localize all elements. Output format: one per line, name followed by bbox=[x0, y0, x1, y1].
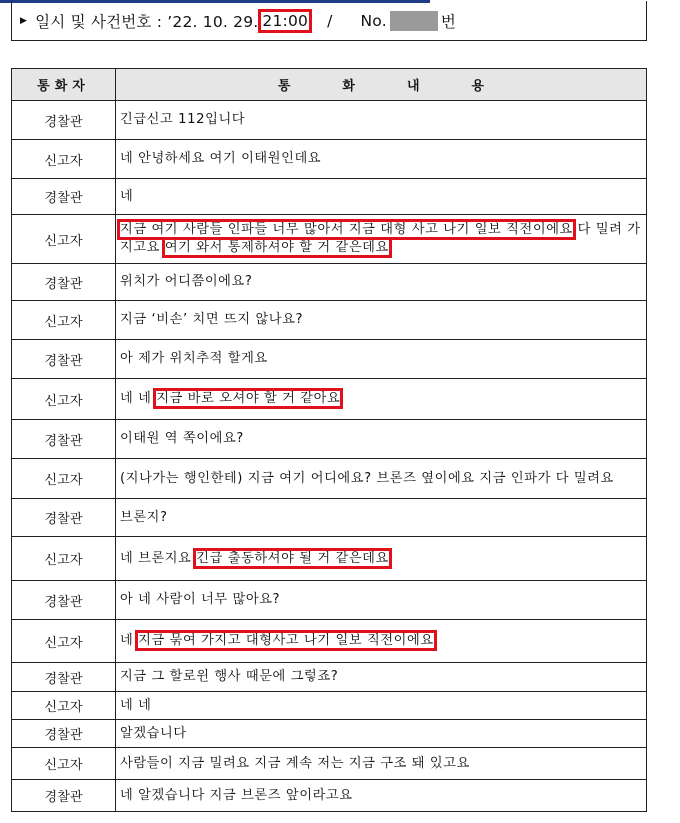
speaker-cell: 경찰관 bbox=[12, 101, 116, 140]
speaker-cell: 경찰관 bbox=[12, 581, 116, 620]
speaker-cell: 신고자 bbox=[12, 748, 116, 780]
highlighted-phrase: 지금 여기 사람들 인파들 너무 많아서 지금 대형 사고 나기 일보 직전이에요 bbox=[120, 222, 573, 237]
table-row bbox=[12, 215, 647, 264]
content-cell: 네 알겠습니다 지금 브론즈 앞이라고요 bbox=[116, 780, 647, 812]
content-cell bbox=[116, 620, 647, 663]
content-cell: 아 네 사람이 너무 많아요? bbox=[116, 581, 647, 620]
column-header-content: 통화내용 bbox=[116, 69, 647, 101]
speaker-cell: 경찰관 bbox=[12, 780, 116, 812]
speaker-cell: 경찰관 bbox=[12, 264, 116, 301]
speaker-cell: 신고자 bbox=[12, 301, 116, 340]
incident-header bbox=[11, 1, 647, 41]
speaker-cell: 경찰관 bbox=[12, 720, 116, 748]
call-transcript-table bbox=[11, 68, 647, 812]
plain-phrase: 다 밀려 가지고요 bbox=[120, 222, 641, 255]
table-row bbox=[12, 748, 647, 780]
column-header-speaker: 통화자 bbox=[12, 69, 116, 101]
table-row bbox=[12, 692, 647, 720]
case-number-suffix: 번 bbox=[440, 12, 457, 31]
table-row bbox=[12, 581, 647, 620]
table-row bbox=[12, 420, 647, 459]
content-cell: 브론지? bbox=[116, 499, 647, 537]
speaker-cell: 신고자 bbox=[12, 379, 116, 420]
plain-phrase: 네 bbox=[120, 633, 139, 648]
table-row bbox=[12, 264, 647, 301]
content-cell: 네 네 bbox=[116, 692, 647, 720]
plain-phrase: 네 브론지요 bbox=[120, 550, 197, 566]
table-header-row bbox=[12, 69, 647, 101]
content-cell bbox=[116, 537, 647, 581]
speaker-cell: 신고자 bbox=[12, 620, 116, 663]
case-number-label: No. bbox=[360, 11, 387, 30]
highlighted-phrase: 지금 바로 오셔야 할 거 같아요 bbox=[156, 391, 341, 406]
speaker-cell: 경찰관 bbox=[12, 499, 116, 537]
table-row bbox=[12, 499, 647, 537]
content-cell: 긴급신고 112입니다 bbox=[116, 101, 647, 140]
content-cell bbox=[116, 379, 647, 420]
highlighted-phrase: 지금 묶여 가지고 대형사고 나기 일보 직전이에요 bbox=[138, 633, 434, 648]
transcript-body bbox=[12, 101, 647, 812]
speaker-cell: 신고자 bbox=[12, 459, 116, 499]
table-row bbox=[12, 101, 647, 140]
table-row bbox=[12, 620, 647, 663]
content-cell: 지금 ‘비손’ 치면 뜨지 않나요? bbox=[116, 301, 647, 340]
plain-phrase: 네 네 bbox=[120, 391, 157, 406]
content-cell: 위치가 어디쯤이에요? bbox=[116, 264, 647, 301]
speaker-cell: 신고자 bbox=[12, 215, 116, 264]
content-cell: (지나가는 행인한테) 지금 여기 어디에요? 브론즈 옆이에요 지금 인파가 다 밀려요 bbox=[116, 459, 647, 499]
speaker-cell: 경찰관 bbox=[12, 420, 116, 459]
content-cell: 아 제가 위치추적 할게요 bbox=[116, 340, 647, 379]
speaker-cell: 경찰관 bbox=[12, 179, 116, 215]
content-cell: 네 bbox=[116, 179, 647, 215]
table-row bbox=[12, 301, 647, 340]
bullet-triangle-icon: ▶ bbox=[20, 15, 28, 26]
redacted-case-number bbox=[390, 11, 438, 31]
content-cell: 사람들이 지금 밀려요 지금 계속 저는 지금 구조 돼 있고요 bbox=[116, 748, 647, 780]
incident-label: 일시 및 사건번호 : ’22. 10. 29. bbox=[35, 12, 259, 31]
speaker-cell: 경찰관 bbox=[12, 663, 116, 692]
table-row bbox=[12, 663, 647, 692]
highlighted-phrase: 여기 와서 통제하셔야 할 거 같은데요 bbox=[164, 240, 389, 255]
table-row bbox=[12, 537, 647, 581]
speaker-cell: 신고자 bbox=[12, 537, 116, 581]
content-cell: 알겠습니다 bbox=[116, 720, 647, 748]
table-row bbox=[12, 140, 647, 179]
incident-time: 21:00 bbox=[262, 11, 309, 30]
speaker-cell: 경찰관 bbox=[12, 340, 116, 379]
table-row bbox=[12, 780, 647, 812]
content-cell: 이태원 역 쪽이에요? bbox=[116, 420, 647, 459]
table-row bbox=[12, 379, 647, 420]
highlighted-phrase: 긴급 출동하셔야 될 거 같은데요 bbox=[196, 550, 389, 566]
speaker-cell: 신고자 bbox=[12, 692, 116, 720]
table-row bbox=[12, 179, 647, 215]
content-cell bbox=[116, 215, 647, 264]
speaker-cell: 신고자 bbox=[12, 140, 116, 179]
table-row bbox=[12, 340, 647, 379]
table-row bbox=[12, 720, 647, 748]
table-row bbox=[12, 459, 647, 499]
separator-slash: / bbox=[327, 11, 333, 30]
content-cell: 지금 그 할로윈 행사 때문에 그렇죠? bbox=[116, 663, 647, 692]
content-cell: 네 안녕하세요 여기 이태원인데요 bbox=[116, 140, 647, 179]
